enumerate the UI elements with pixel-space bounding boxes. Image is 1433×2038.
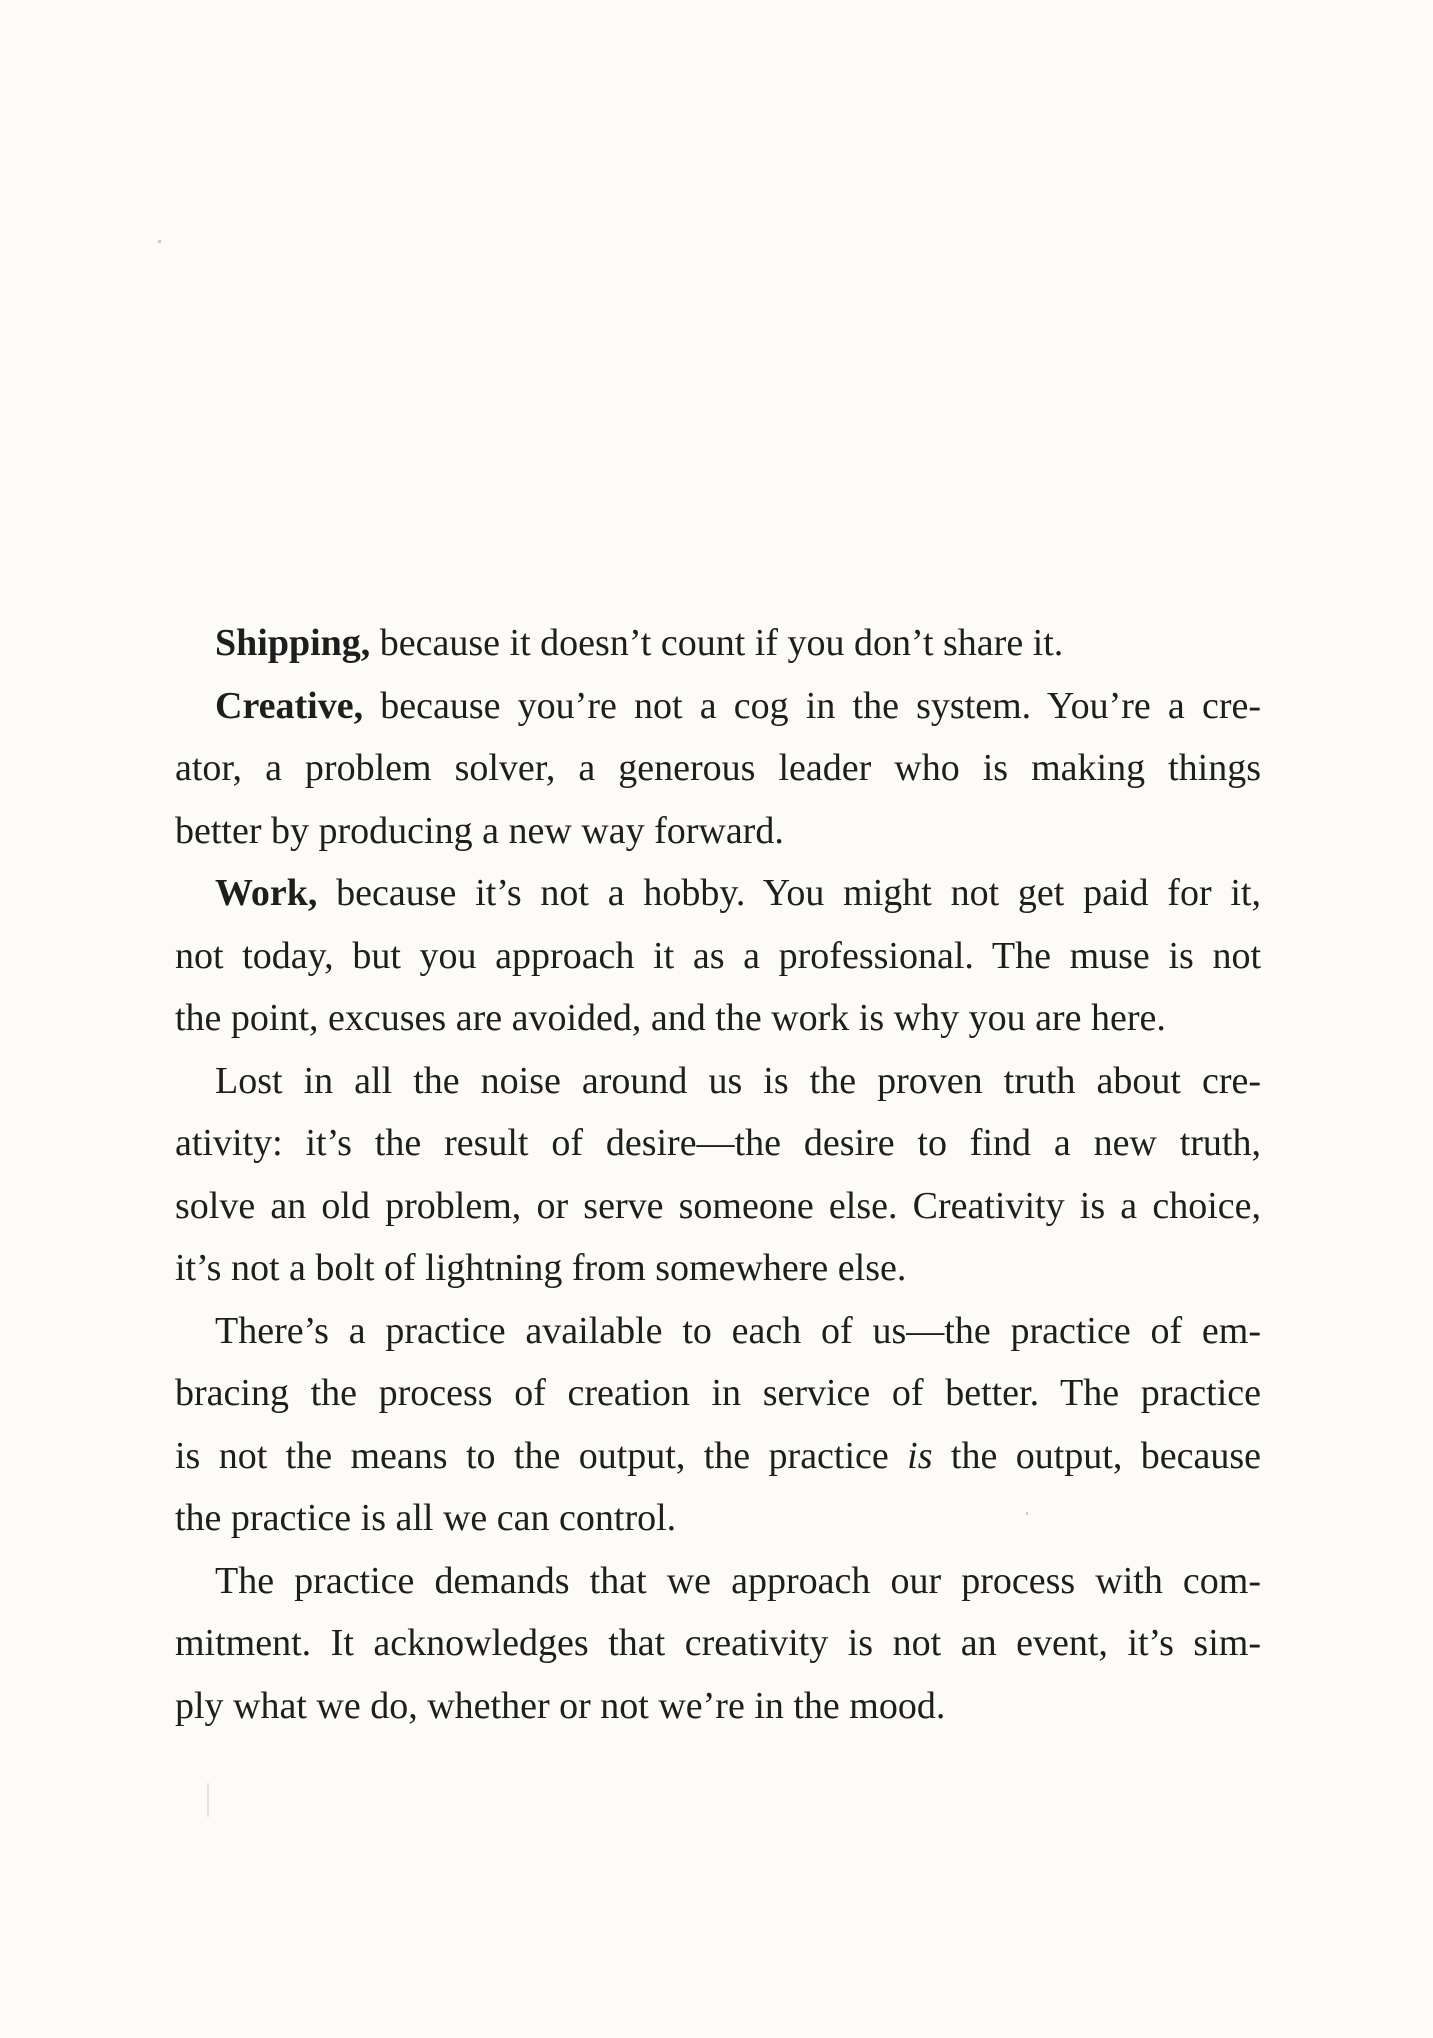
italic-emphasis: is bbox=[907, 1434, 933, 1477]
text-line: mitment. It acknowledges that creativity is not an event, it’s sim- bbox=[175, 1622, 1261, 1664]
bold-term: Shipping, bbox=[215, 622, 371, 664]
paragraph-practice-demands bbox=[175, 1550, 1261, 1738]
text-line: solve an old problem, or serve someone else. Creativity is a choice, bbox=[175, 1184, 1261, 1227]
paragraph-shipping bbox=[175, 612, 1261, 675]
scan-speck bbox=[207, 1783, 209, 1817]
paragraph-practice bbox=[175, 1300, 1261, 1550]
text-line: ply what we do, whether or not we’re in the mood. bbox=[175, 1684, 946, 1727]
paragraph-creative bbox=[175, 675, 1261, 863]
paragraph-lost-in-noise bbox=[175, 1050, 1261, 1300]
text-line: it’s not a bolt of lightning from somewhere else. bbox=[175, 1247, 907, 1289]
bold-term: Work, bbox=[215, 872, 318, 914]
paragraph-work bbox=[175, 862, 1261, 1050]
text-line: There’s a practice available to each of us—the practice of em- bbox=[215, 1309, 1261, 1352]
text-line: Creative, because you’re not a cog in the system. You’re a cre- bbox=[215, 684, 1261, 727]
bold-term: Creative, bbox=[215, 684, 364, 727]
text-line: The practice demands that we approach our process with com- bbox=[215, 1559, 1261, 1602]
text-line: better by producing a new way forward. bbox=[175, 809, 784, 852]
text-line: Work, because it’s not a hobby. You might not get paid for it, bbox=[215, 872, 1261, 914]
text-line: bracing the process of creation in service of better. The practice bbox=[175, 1372, 1261, 1414]
text-line: Lost in all the noise around us is the proven truth about cre- bbox=[215, 1059, 1261, 1102]
text-line: ativity: it’s the result of desire—the desire to find a new truth, bbox=[175, 1122, 1261, 1164]
scan-speck bbox=[158, 240, 161, 243]
text-line: is not the means to the output, the practice is the output, because bbox=[175, 1434, 1261, 1477]
text-line: not today, but you approach it as a professional. The muse is not bbox=[175, 934, 1261, 977]
text-line: ator, a problem solver, a generous leader who is making things bbox=[175, 747, 1261, 789]
text-line: Shipping, because it doesn’t count if you don’t share it. bbox=[215, 622, 1064, 664]
text-line: the point, excuses are avoided, and the work is why you are here. bbox=[175, 997, 1166, 1039]
body-text bbox=[175, 612, 1261, 1737]
text-line: the practice is all we can control. bbox=[175, 1497, 677, 1539]
